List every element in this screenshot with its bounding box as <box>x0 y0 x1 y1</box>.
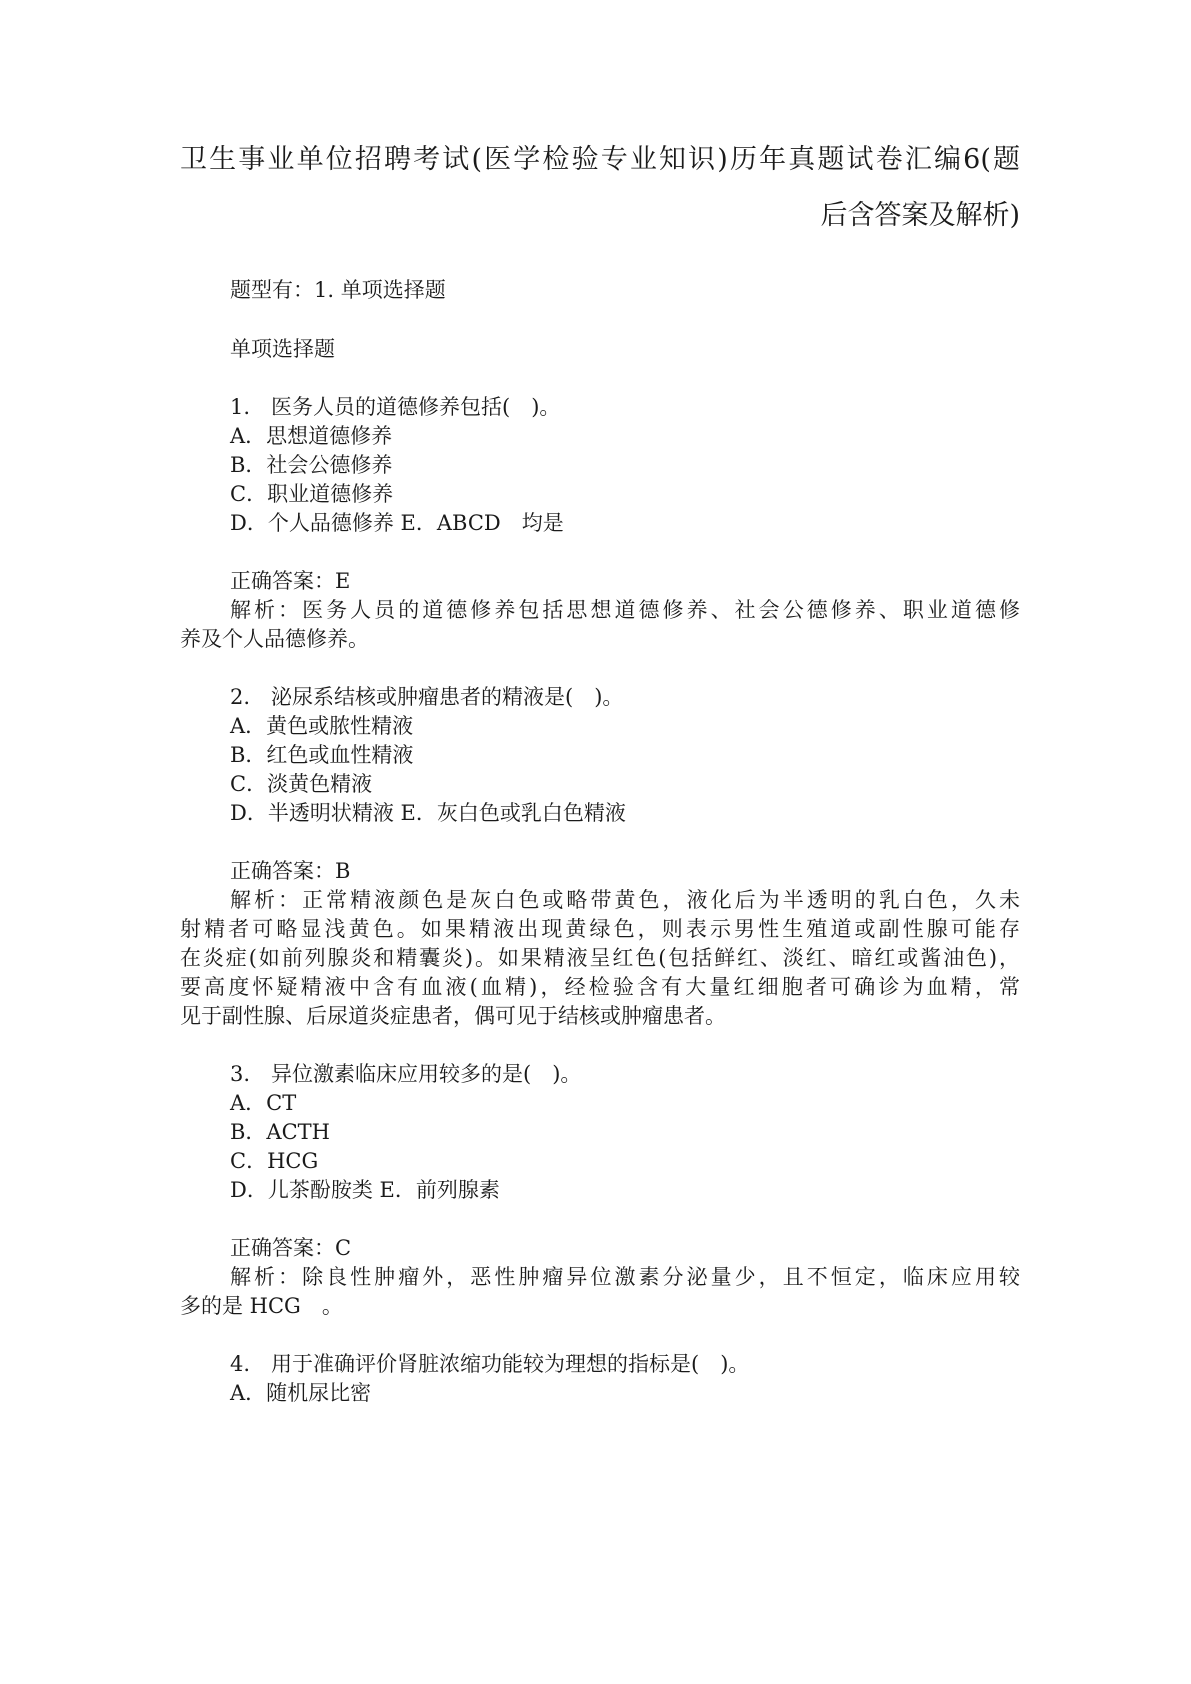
question-2-option-b: B．红色或血性精液 <box>230 743 414 767</box>
question-2-analysis-line: 解析：正常精液颜色是灰白色或略带黄色，液化后为半透明的乳白色，久未 <box>230 888 1020 912</box>
question-3-analysis-line: 解析：除良性肿瘤外，恶性肿瘤异位激素分泌量少，且不恒定，临床应用较 <box>230 1265 1020 1289</box>
question-3-option-a: A．CT <box>230 1091 297 1115</box>
question-1-option-b: B．社会公德修养 <box>230 453 393 477</box>
question-3-option-c: C．HCG <box>230 1149 319 1173</box>
question-types: 题型有：1. 单项选择题 <box>230 278 446 302</box>
document-title-line-1: 卫生事业单位招聘考试(医学检验专业知识)历年真题试卷汇编6(题 <box>180 144 1020 175</box>
question-1-option-c: C．职业道德修养 <box>230 482 394 506</box>
question-1-stem: 1. 医务人员的道德修养包括( )。 <box>230 395 561 419</box>
question-2-option-c: C．淡黄色精液 <box>230 772 373 796</box>
question-2-answer: 正确答案：B <box>230 859 351 883</box>
question-3-analysis-line: 多的是 HCG 。 <box>180 1294 343 1318</box>
section-heading: 单项选择题 <box>230 337 335 361</box>
question-3-option-b: B．ACTH <box>230 1120 330 1144</box>
document-title-line-2: 后含答案及解析) <box>820 200 1020 231</box>
question-2-option-a: A．黄色或脓性精液 <box>230 714 414 738</box>
question-2-analysis-line: 见于副性腺、后尿道炎症患者，偶可见于结核或肿瘤患者。 <box>180 1004 726 1028</box>
question-1-analysis-line: 解析：医务人员的道德修养包括思想道德修养、社会公德修养、职业道德修 <box>230 598 1020 622</box>
question-2-analysis-line: 在炎症(如前列腺炎和精囊炎)。如果精液呈红色(包括鲜红、淡红、暗红或酱油色)， <box>180 946 1020 970</box>
question-2-analysis-line: 射精者可略显浅黄色。如果精液出现黄绿色，则表示男性生殖道或副性腺可能存 <box>180 917 1020 941</box>
question-3-answer: 正确答案：C <box>230 1236 352 1260</box>
question-1-answer: 正确答案：E <box>230 569 351 593</box>
question-1-analysis-line: 养及个人品德修养。 <box>180 627 369 651</box>
question-4-option-a: A．随机尿比密 <box>230 1381 372 1405</box>
question-4-stem: 4. 用于准确评价肾脏浓缩功能较为理想的指标是( )。 <box>230 1352 750 1376</box>
question-3-stem: 3. 异位激素临床应用较多的是( )。 <box>230 1062 582 1086</box>
question-1-option-a: A．思想道德修养 <box>230 424 393 448</box>
question-2-analysis-line: 要高度怀疑精液中含有血液(血精)，经检验含有大量红细胞者可确诊为血精，常 <box>180 975 1020 999</box>
question-3-option-d-e: D．儿茶酚胺类 E．前列腺素 <box>230 1178 500 1202</box>
question-2-option-d-e: D．半透明状精液 E．灰白色或乳白色精液 <box>230 801 626 825</box>
question-2-stem: 2. 泌尿系结核或肿瘤患者的精液是( )。 <box>230 685 624 709</box>
question-1-option-d-e: D．个人品德修养 E．ABCD 均是 <box>230 511 564 535</box>
